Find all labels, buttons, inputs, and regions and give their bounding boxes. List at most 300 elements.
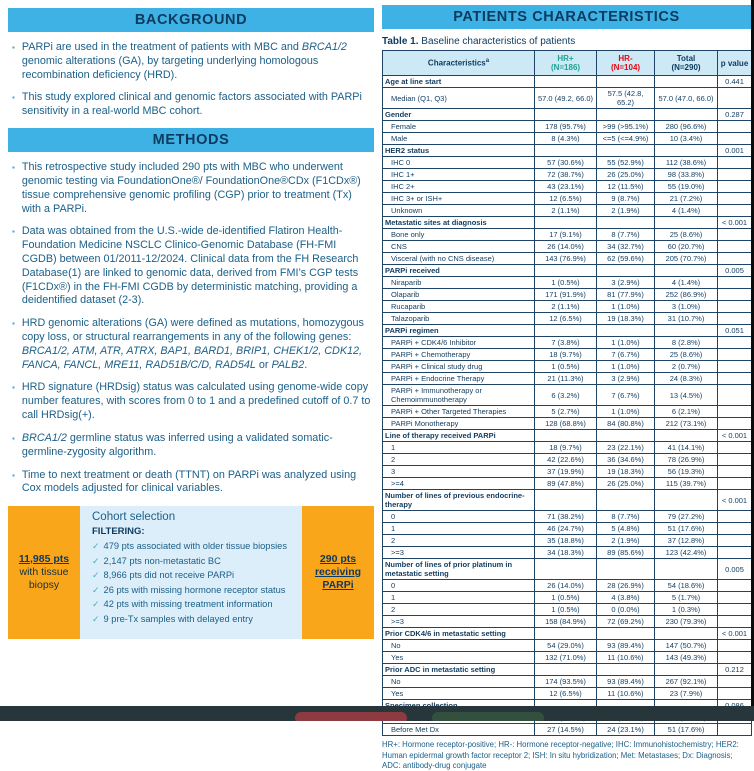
cell-total: 115 (39.7%): [655, 478, 718, 490]
cell-p-value: < 0.001: [718, 628, 752, 640]
cell-p-value: [718, 337, 752, 349]
cell-total: [655, 109, 718, 121]
table-row: [383, 652, 752, 664]
table-row: [383, 688, 752, 700]
cell-hr-plus: 27 (14.5%): [535, 724, 597, 736]
cell-hr-minus: 93 (89.4%): [597, 676, 655, 688]
cell-characteristic: Number of lines of previous endocrine-therapy: [383, 490, 535, 511]
table-row: [383, 181, 752, 193]
cell-characteristic: Gender: [383, 109, 535, 121]
cell-hr-minus: 57.5 (42.8, 65.2): [597, 88, 655, 109]
table-row: [383, 169, 752, 181]
cell-p-value: [718, 580, 752, 592]
cell-total: 1 (0.3%): [655, 604, 718, 616]
table-row: [383, 478, 752, 490]
cell-hr-plus: [535, 430, 597, 442]
cell-p-value: 0.051: [718, 325, 752, 337]
cell-hr-minus: 4 (3.8%): [597, 592, 655, 604]
cell-total: [655, 265, 718, 277]
cell-characteristic: 2: [383, 454, 535, 466]
cell-hr-plus: 21 (11.3%): [535, 373, 597, 385]
table-group-row: [383, 325, 752, 337]
table-caption: [382, 36, 751, 47]
cell-hr-minus: [597, 76, 655, 88]
bullet-text: BRCA1/2 germline status was inferred using a validated somatic-germline-zygosity algorithm.: [21, 431, 333, 458]
cell-hr-minus: 23 (22.1%): [597, 442, 655, 454]
cell-hr-plus: 57 (30.6%): [535, 157, 597, 169]
table-row: [383, 88, 752, 109]
cell-p-value: [718, 688, 752, 700]
table-row: [383, 418, 752, 430]
cell-characteristic: IHC 0: [383, 157, 535, 169]
cell-hr-plus: [535, 109, 597, 121]
cell-total: 4 (1.4%): [655, 205, 718, 217]
cohort-output-line: PARPi: [322, 579, 354, 592]
table-row: [383, 229, 752, 241]
cell-total: 98 (33.8%): [655, 169, 718, 181]
cell-hr-plus: 35 (18.8%): [535, 535, 597, 547]
table-row: [383, 277, 752, 289]
table-row: [383, 301, 752, 313]
table-caption-number: Table 1.: [382, 36, 419, 47]
cell-hr-plus: 12 (6.5%): [535, 313, 597, 325]
cell-hr-minus: [597, 664, 655, 676]
cell-hr-minus: 12 (11.5%): [597, 181, 655, 193]
cell-characteristic: PARPi + Endocrine Therapy: [383, 373, 535, 385]
bullet-item: [10, 381, 374, 422]
cell-p-value: [718, 289, 752, 301]
cell-hr-minus: [597, 145, 655, 157]
bullet-square-icon: ▪: [12, 93, 15, 103]
cell-hr-plus: 34 (18.3%): [535, 547, 597, 559]
bullet-text: HRD signature (HRDsig) status was calculated using genome-wide copy number features, with scores from 0 to 1 and a predefined cutoff of 0.7 to call HRDsig(+).: [21, 381, 371, 422]
bullet-text: This retrospective study included 290 pts with MBC who underwent genomic testing via FoundationOne®/ FoundationOne®CDx (F1CDx®) tissue comprehensive genomic profiling (CGP) prior to treatment (Tx) with a PARPi.: [21, 161, 361, 215]
cell-hr-minus: 89 (85.6%): [597, 547, 655, 559]
bullet-item: [10, 432, 374, 460]
table-row: [383, 511, 752, 523]
cell-characteristic: Niraparib: [383, 277, 535, 289]
cell-hr-plus: 128 (68.8%): [535, 418, 597, 430]
cell-p-value: [718, 466, 752, 478]
cell-hr-plus: [535, 490, 597, 511]
table-group-row: [383, 490, 752, 511]
table-group-row: [383, 109, 752, 121]
cell-total: 13 (4.5%): [655, 385, 718, 406]
cell-hr-minus: 93 (89.4%): [597, 640, 655, 652]
cell-characteristic: PARPi + Clinical study drug: [383, 361, 535, 373]
cell-p-value: [718, 169, 752, 181]
cell-hr-plus: 71 (38.2%): [535, 511, 597, 523]
cell-hr-minus: 3 (2.9%): [597, 373, 655, 385]
table-row: [383, 253, 752, 265]
cell-hr-plus: 8 (4.3%): [535, 133, 597, 145]
cell-hr-plus: 171 (91.9%): [535, 289, 597, 301]
cell-hr-minus: 0 (0.0%): [597, 604, 655, 616]
bullet-text: Time to next treatment or death (TTNT) on PARPi was analyzed using Cox models adjusted for clinical variables.: [21, 468, 357, 495]
cell-total: 78 (26.9%): [655, 454, 718, 466]
table-group-row: [383, 430, 752, 442]
cell-hr-plus: 46 (24.7%): [535, 523, 597, 535]
cell-hr-minus: 19 (18.3%): [597, 466, 655, 478]
cell-characteristic: PARPi + Immunotherapy or Chemoimmunotherapy: [383, 385, 535, 406]
cell-total: 56 (19.3%): [655, 466, 718, 478]
table-row: [383, 406, 752, 418]
cohort-filter-box: [80, 506, 302, 639]
cell-hr-plus: 174 (93.5%): [535, 676, 597, 688]
bullet-text: Data was obtained from the U.S.-wide de-identified Flatiron Health-Foundation Medicine NSCLC Clinico-Genomic Database (FH-FMI CGDB) between 01/2011-12/2024. Clinical data from the FH Research Database(1) are linked to genomic data, derived from FMI’s CGP tests (F1CDx®) in the FH-FMI CGDB by deterministic matching, providing a deidentified dataset (2-3).: [21, 225, 359, 307]
cell-hr-plus: [535, 559, 597, 580]
cell-total: 230 (79.3%): [655, 616, 718, 628]
cell-p-value: [718, 277, 752, 289]
cell-characteristic: Rucaparib: [383, 301, 535, 313]
filter-item: [92, 597, 292, 612]
table-row: [383, 373, 752, 385]
cell-hr-plus: [535, 76, 597, 88]
cell-total: 3 (1.0%): [655, 301, 718, 313]
cell-characteristic: IHC 2+: [383, 181, 535, 193]
cell-p-value: [718, 640, 752, 652]
table-row: [383, 349, 752, 361]
cell-total: 51 (17.6%): [655, 523, 718, 535]
filter-item: [92, 583, 292, 598]
bullet-text: HRD genomic alterations (GA) were defined as mutations, homozygous copy loss, or structural rearrangements in any of the following genes: BRCA1/2, ATM, ATR, ATRX, BAP1, BARD1, BRIP1, CHEK1/2, CDK12, FANCA, FANCL, MRE11, RAD51B/C/D, RAD54L or PALB2.: [21, 317, 364, 371]
col-header-characteristics: Characteristics$^a$: [383, 51, 535, 76]
table-row: [383, 454, 752, 466]
cell-total: [655, 490, 718, 511]
table-row: [383, 205, 752, 217]
table-group-row: [383, 145, 752, 157]
cell-p-value: [718, 313, 752, 325]
table-row: [383, 547, 752, 559]
cell-p-value: [718, 193, 752, 205]
cell-total: 41 (14.1%): [655, 442, 718, 454]
table-row: [383, 604, 752, 616]
cell-p-value: [718, 592, 752, 604]
cell-hr-plus: 7 (3.8%): [535, 337, 597, 349]
cell-characteristic: Visceral (with no CNS disease): [383, 253, 535, 265]
cell-hr-plus: 178 (95.7%): [535, 121, 597, 133]
cell-p-value: [718, 181, 752, 193]
cell-hr-plus: 132 (71.0%): [535, 652, 597, 664]
cell-hr-plus: 158 (84.9%): [535, 616, 597, 628]
cell-hr-plus: 72 (38.7%): [535, 169, 597, 181]
cell-hr-minus: 8 (7.7%): [597, 229, 655, 241]
col-header-total: Total (N=290): [655, 51, 718, 76]
cell-hr-minus: [597, 628, 655, 640]
cell-hr-plus: 5 (2.7%): [535, 406, 597, 418]
table-group-row: [383, 76, 752, 88]
cell-p-value: [718, 454, 752, 466]
cell-total: 252 (86.9%): [655, 289, 718, 301]
cell-p-value: [718, 385, 752, 406]
bullet-item: [10, 91, 374, 119]
cell-characteristic: >=4: [383, 478, 535, 490]
cell-hr-minus: 3 (2.9%): [597, 277, 655, 289]
cell-characteristic: 2: [383, 535, 535, 547]
table-row: [383, 466, 752, 478]
cohort-selection-flow: [8, 506, 374, 639]
cell-p-value: [718, 418, 752, 430]
cell-hr-plus: 2 (1.1%): [535, 301, 597, 313]
col-header-hr-minus: HR- (N=104): [597, 51, 655, 76]
cell-hr-minus: 1 (1.0%): [597, 301, 655, 313]
cell-p-value: < 0.001: [718, 430, 752, 442]
cell-characteristic: Male: [383, 133, 535, 145]
cell-characteristic: >=3: [383, 547, 535, 559]
filter-text: 42 pts with missing treatment information: [103, 599, 273, 610]
cell-p-value: [718, 88, 752, 109]
cell-total: 25 (8.6%): [655, 349, 718, 361]
cell-p-value: [718, 604, 752, 616]
cell-hr-plus: 57.0 (49.2, 66.0): [535, 88, 597, 109]
bullet-square-icon: ▪: [12, 470, 15, 480]
cell-p-value: [718, 301, 752, 313]
cell-characteristic: 0: [383, 580, 535, 592]
bullet-square-icon: ▪: [12, 433, 15, 443]
cell-characteristic: PARPi + Chemotherapy: [383, 349, 535, 361]
cell-hr-plus: 17 (9.1%): [535, 229, 597, 241]
methods-section-header: [8, 128, 374, 152]
table-row: [383, 121, 752, 133]
cell-hr-minus: 8 (7.7%): [597, 511, 655, 523]
cell-hr-minus: 1 (1.0%): [597, 406, 655, 418]
cell-hr-minus: 26 (25.0%): [597, 478, 655, 490]
table-group-row: [383, 628, 752, 640]
cell-p-value: [718, 511, 752, 523]
table-group-row: [383, 664, 752, 676]
table-row: [383, 385, 752, 406]
cell-p-value: 0.287: [718, 109, 752, 121]
col-header-p-value: p value: [718, 51, 752, 76]
cell-hr-minus: 7 (6.7%): [597, 349, 655, 361]
cell-total: 37 (12.8%): [655, 535, 718, 547]
table-row: [383, 616, 752, 628]
background-title: BACKGROUND: [134, 12, 248, 28]
filter-text: 26 pts with missing hormone receptor status: [103, 584, 286, 595]
cell-characteristic: 1: [383, 523, 535, 535]
cell-hr-plus: 1 (0.5%): [535, 277, 597, 289]
cell-total: [655, 217, 718, 229]
cell-characteristic: PARPi regimen: [383, 325, 535, 337]
cell-characteristic: 1: [383, 442, 535, 454]
cell-p-value: [718, 442, 752, 454]
cell-hr-minus: 36 (34.6%): [597, 454, 655, 466]
cell-p-value: [718, 157, 752, 169]
cell-total: 205 (70.7%): [655, 253, 718, 265]
cell-p-value: [718, 676, 752, 688]
cell-p-value: [718, 205, 752, 217]
cell-characteristic: Female: [383, 121, 535, 133]
bullet-square-icon: ▪: [12, 319, 15, 329]
table-row: [383, 535, 752, 547]
col-header-hr-plus: HR+ (N=186): [535, 51, 597, 76]
bottom-bar-red-shape: [295, 712, 407, 721]
cell-total: [655, 559, 718, 580]
bottom-bar-green-shape: [432, 712, 544, 721]
cell-total: 8 (2.8%): [655, 337, 718, 349]
filter-item: [92, 612, 292, 627]
patients-characteristics-header: [382, 5, 751, 29]
cell-p-value: [718, 349, 752, 361]
cell-hr-minus: 11 (10.6%): [597, 688, 655, 700]
cell-hr-plus: 12 (6.5%): [535, 193, 597, 205]
cell-p-value: [718, 361, 752, 373]
table-row: [383, 592, 752, 604]
filter-text: 9 pre-Tx samples with delayed entry: [103, 613, 253, 624]
cell-p-value: [718, 241, 752, 253]
table-group-row: [383, 559, 752, 580]
cell-total: 280 (96.6%): [655, 121, 718, 133]
table-row: [383, 640, 752, 652]
cell-characteristic: Talazoparib: [383, 313, 535, 325]
cell-hr-minus: 7 (6.7%): [597, 385, 655, 406]
filter-item: [92, 539, 292, 554]
cell-hr-plus: 37 (19.9%): [535, 466, 597, 478]
cell-hr-minus: 19 (18.3%): [597, 313, 655, 325]
checkmark-icon: ✓: [92, 541, 100, 552]
cell-hr-plus: 1 (0.5%): [535, 592, 597, 604]
filter-item: [92, 554, 292, 569]
cell-p-value: [718, 523, 752, 535]
cell-hr-minus: [597, 559, 655, 580]
table-body: [383, 76, 752, 736]
cell-hr-plus: [535, 145, 597, 157]
filter-text: 479 pts associated with older tissue biopsies: [103, 541, 288, 552]
cell-total: [655, 325, 718, 337]
page-bottom-bar: [0, 706, 754, 721]
cell-hr-plus: [535, 217, 597, 229]
cell-p-value: [718, 535, 752, 547]
cohort-output-line: 290 pts: [319, 552, 357, 565]
cell-total: 54 (18.6%): [655, 580, 718, 592]
cell-total: 57.0 (47.0, 66.0): [655, 88, 718, 109]
cell-p-value: [718, 229, 752, 241]
cell-total: [655, 76, 718, 88]
cell-total: 31 (10.7%): [655, 313, 718, 325]
bullet-item: [10, 317, 374, 372]
cell-characteristic: Before Met Dx: [383, 724, 535, 736]
cell-hr-plus: 143 (76.9%): [535, 253, 597, 265]
checkmark-icon: ✓: [92, 599, 100, 610]
checkmark-icon: ✓: [92, 613, 100, 624]
cohort-output-line: receiving: [314, 566, 362, 579]
cell-hr-minus: 2 (1.9%): [597, 205, 655, 217]
cell-total: [655, 145, 718, 157]
cell-hr-minus: 1 (1.0%): [597, 361, 655, 373]
methods-title: METHODS: [152, 132, 230, 149]
filtering-label: FILTERING:: [92, 526, 145, 538]
cell-p-value: 0.441: [718, 76, 752, 88]
cell-hr-plus: [535, 664, 597, 676]
bullet-square-icon: ▪: [12, 163, 15, 173]
cell-characteristic: Bone only: [383, 229, 535, 241]
cell-characteristic: Metastatic sites at diagnosis: [383, 217, 535, 229]
cell-hr-minus: [597, 265, 655, 277]
cell-characteristic: 0: [383, 511, 535, 523]
cell-characteristic: No: [383, 676, 535, 688]
cell-hr-minus: >99 (>95.1%): [597, 121, 655, 133]
cell-p-value: [718, 724, 752, 736]
cell-p-value: 0.005: [718, 265, 752, 277]
cell-p-value: [718, 547, 752, 559]
cell-hr-plus: [535, 265, 597, 277]
cell-p-value: [718, 253, 752, 265]
background-section-header: [8, 8, 374, 32]
cell-hr-minus: 62 (59.6%): [597, 253, 655, 265]
cell-p-value: [718, 616, 752, 628]
cell-hr-minus: 26 (25.0%): [597, 169, 655, 181]
cell-hr-minus: <=5 (<=4.9%): [597, 133, 655, 145]
checkmark-icon: ✓: [92, 570, 100, 581]
cell-hr-plus: 54 (29.0%): [535, 640, 597, 652]
cell-p-value: [718, 121, 752, 133]
cell-p-value: [718, 373, 752, 385]
cell-characteristic: CNS: [383, 241, 535, 253]
table-row: [383, 580, 752, 592]
cell-total: 10 (3.4%): [655, 133, 718, 145]
baseline-characteristics-table: [382, 50, 752, 736]
cell-total: [655, 430, 718, 442]
cell-p-value: < 0.001: [718, 490, 752, 511]
cell-hr-plus: 6 (3.2%): [535, 385, 597, 406]
table-row: [383, 724, 752, 736]
table-group-row: [383, 217, 752, 229]
cell-total: 123 (42.4%): [655, 547, 718, 559]
cell-characteristic: >=3: [383, 616, 535, 628]
table-caption-text: Baseline characteristics of patients: [418, 36, 576, 47]
table-row: [383, 157, 752, 169]
cell-total: 55 (19.0%): [655, 181, 718, 193]
cohort-input-count: 11,985 pts: [18, 552, 70, 565]
bullet-text: This study explored clinical and genomic factors associated with PARPi sensitivity in a real-world MBC cohort.: [21, 91, 362, 118]
table-footnote: HR+: Hormone receptor-positive; HR-: Hormone receptor-negative; IHC: Immunohistochemistry; HER2: Human epidermal growth factor receptor 2; ISH: In situ hybridization; Met: Metastases; Dx: Diagnosis; ADC: antibody-drug conjugate: [382, 740, 739, 770]
cell-p-value: [718, 652, 752, 664]
cell-characteristic: 3: [383, 466, 535, 478]
cell-hr-plus: 26 (14.0%): [535, 580, 597, 592]
table-row: [383, 241, 752, 253]
cell-characteristic: PARPi + CDK4/6 Inhibitor: [383, 337, 535, 349]
cell-hr-plus: 18 (9.7%): [535, 442, 597, 454]
background-bullets: [10, 41, 374, 119]
bullet-text: PARPi are used in the treatment of patients with MBC and BRCA1/2 genomic alterations (GA), by targeting underlying homologous recombination deficiency (HRD).: [21, 41, 347, 81]
cell-hr-plus: 42 (22.6%): [535, 454, 597, 466]
left-column: [8, 8, 374, 639]
bullet-item: [10, 41, 374, 82]
cell-hr-minus: [597, 109, 655, 121]
cell-p-value: [718, 133, 752, 145]
bullet-square-icon: ▪: [12, 383, 15, 393]
cell-hr-minus: 84 (80.8%): [597, 418, 655, 430]
cell-hr-plus: 43 (23.1%): [535, 181, 597, 193]
cell-hr-minus: 9 (8.7%): [597, 193, 655, 205]
table-group-row: [383, 265, 752, 277]
cell-characteristic: Line of therapy received PARPi: [383, 430, 535, 442]
cell-characteristic: Median (Q1, Q3): [383, 88, 535, 109]
cohort-input-caption: with tissue biopsy: [19, 566, 69, 592]
cell-total: 147 (50.7%): [655, 640, 718, 652]
filter-list: [92, 539, 292, 626]
cell-total: 267 (92.1%): [655, 676, 718, 688]
cell-p-value: < 0.001: [718, 217, 752, 229]
cell-p-value: 0.001: [718, 145, 752, 157]
cell-hr-plus: 26 (14.0%): [535, 241, 597, 253]
bullet-square-icon: ▪: [12, 227, 15, 237]
cell-hr-minus: 81 (77.9%): [597, 289, 655, 301]
table-row: [383, 289, 752, 301]
filter-item: [92, 568, 292, 583]
cell-p-value: 0.005: [718, 559, 752, 580]
cell-total: 2 (0.7%): [655, 361, 718, 373]
